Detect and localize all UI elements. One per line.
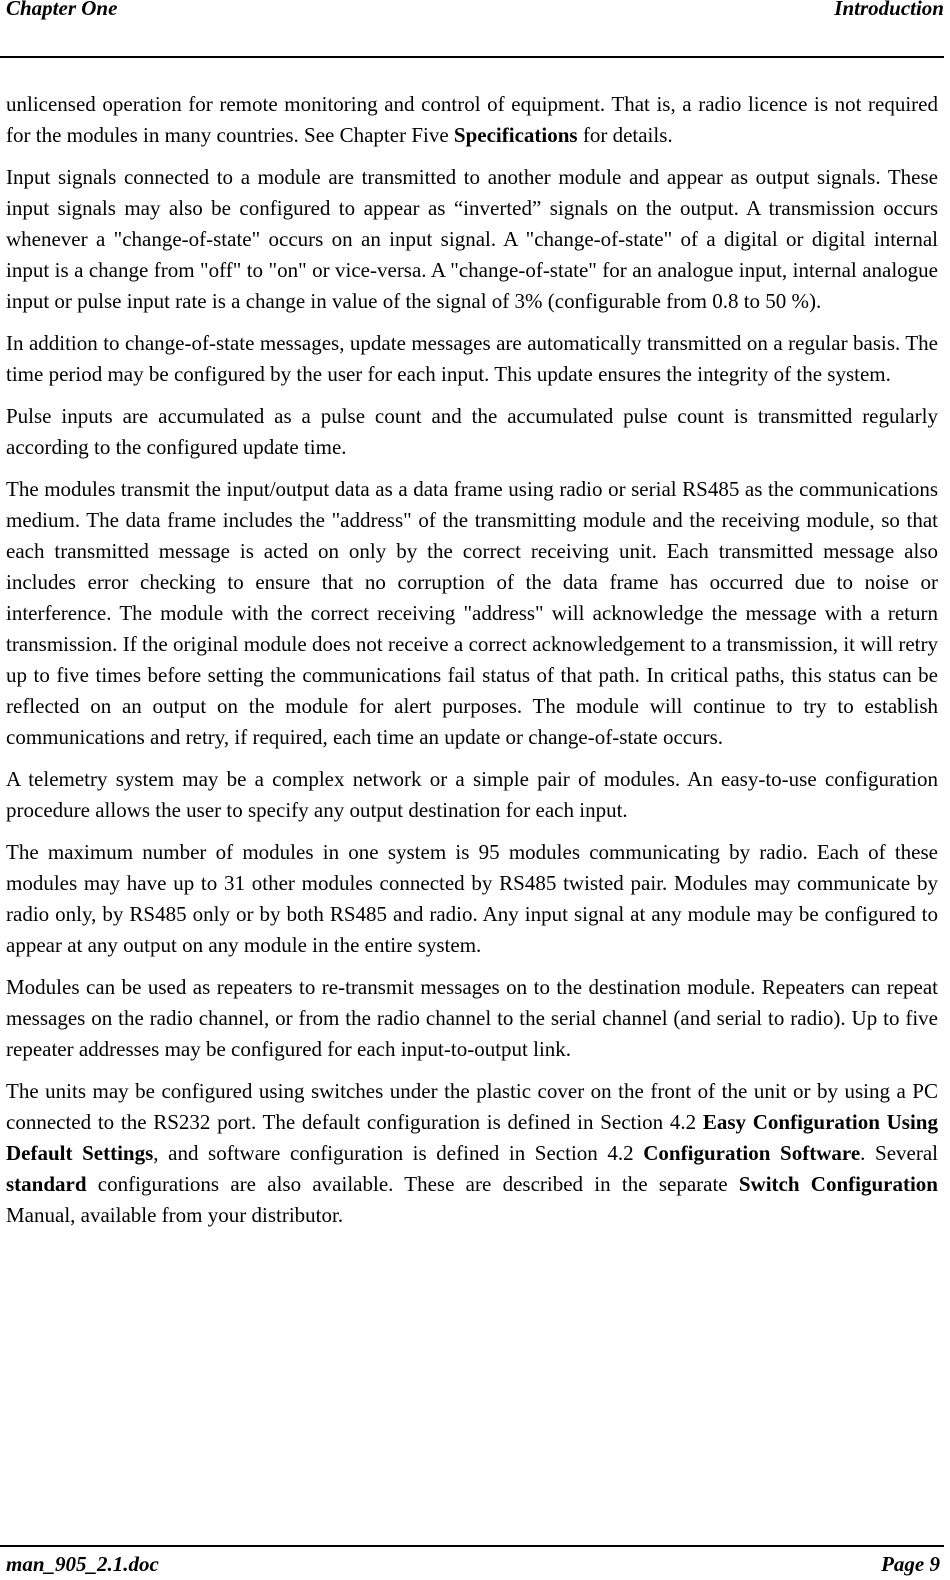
paragraph-telemetry-system: A telemetry system may be a complex network or a simple pair of modules. An easy-to-use configuration procedure allows the user to specify any output destination for each input.: [6, 767, 938, 822]
page-header: [6, 0, 944, 30]
p9-bold-config-software: Configuration Software: [643, 1141, 861, 1165]
paragraph-update-messages: In addition to change-of-state messages, update messages are automatically transmitted on a regular basis. The time period may be configured by the user for each input. This update ensures the integrity of the system.: [6, 331, 938, 386]
footer-rule: [0, 1545, 944, 1547]
paragraph-licence: [6, 89, 938, 151]
p1-text-a: unlicensed operation for remote monitoring and control of equipment. That is, a radio licence is not required for the modules in many countries. See Chapter Five: [6, 92, 938, 147]
page-footer: [6, 1552, 940, 1580]
p9-bold-switch-config: Switch Configuration: [738, 1172, 938, 1196]
p9-text-g: configurations are also available. These are described in the separate: [86, 1172, 739, 1196]
paragraph-pulse-inputs: Pulse inputs are accumulated as a pulse count and the accumulated pulse count is transmitted regularly according to the configured update time.: [6, 404, 938, 459]
p9-text-i: Manual, available from your distributor.: [6, 1203, 344, 1227]
p9-text-e: . Several: [860, 1141, 938, 1165]
p9-bold-easy-config: Easy Configuration Using Default Settings: [6, 1110, 938, 1165]
chapter-label: Chapter One: [6, 0, 118, 20]
paragraph-max-modules: The maximum number of modules in one system is 95 modules communicating by radio. Each of these modules may have up to 31 other modules connected by RS485 twisted pair. Modules may communicate by radio only, by RS485 only or by both RS485 and radio. Any input signal at any module may be configured to appear at any output on any module in the entire system.: [6, 840, 938, 957]
body-text: [6, 89, 938, 1242]
p9-text-a: The units may be configured using switches under the plastic cover on the front of the unit or by using a PC connected to the RS232 port. The default configuration is defined in Section 4.2: [6, 1079, 938, 1134]
p9-bold-standard: standard: [6, 1172, 87, 1196]
paragraph-input-signals: Input signals connected to a module are transmitted to another module and appear as output signals. These input signals may also be configured to appear as “inverted” signals on the output. A transmission occurs whenever a "change-of-state" occurs on an input signal. A "change-of-state" of a digital or digital internal input is a change from "off" to "on" or vice-versa. A "change-of-state" for an analogue input, internal analogue input or pulse input rate is a change in value of the signal of 3% (configurable from 0.8 to 50 %).: [6, 165, 938, 313]
header-rule: [0, 56, 944, 58]
p1-text-c: for details.: [577, 123, 673, 147]
paragraph-repeaters: Modules can be used as repeaters to re-transmit messages on to the destination module. Repeaters can repeat messages on the radio channel, or from the radio channel to the serial channel (and serial to radio). Up to five repeater addresses may be configured for each input-to-output link.: [6, 975, 938, 1061]
p1-bold-specifications: Specifications: [453, 123, 578, 147]
page-number: Page 9: [881, 1552, 940, 1576]
paragraph-data-frame: The modules transmit the input/output data as a data frame using radio or serial RS485 as the communications medium. The data frame includes the "address" of the transmitting module and the receiving module, so that each transmitted message is acted on only by the correct receiving unit. Each transmitted message also includes error checking to ensure that no corruption of the data frame has occurred due to noise or interference. The module with the correct receiving "address" will acknowledge the message with a return transmission. If the original module does not receive a correct acknowledgement to a transmission, it will retry up to five times before setting the communications fail status of that path. In critical paths, this status can be reflected on an output on the module for alert purposes. The module will continue to try to establish communications and retry, if required, each time an update or change-of-state occurs.: [6, 477, 938, 749]
paragraph-configuration: [6, 1076, 938, 1231]
section-label: Introduction: [834, 0, 944, 20]
document-filename: man_905_2.1.doc: [6, 1552, 159, 1576]
p9-text-c: , and software configuration is defined in Section 4.2: [153, 1141, 644, 1165]
